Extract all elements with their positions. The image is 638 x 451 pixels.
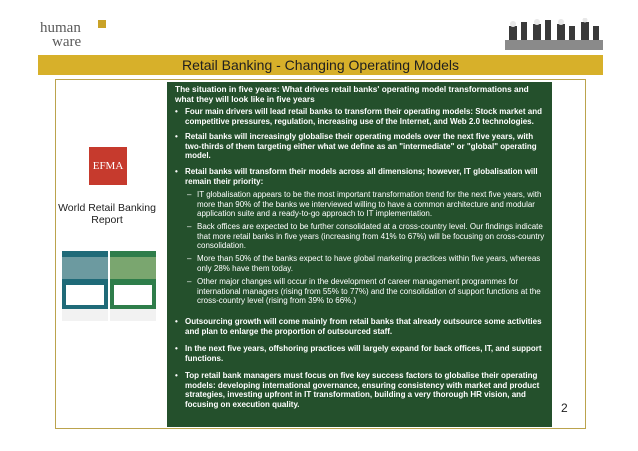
list-item: • Outsourcing growth will come mainly from retail banks that already outsource some activities and plan to enlarge the proportion of outsourced staff. — [175, 317, 542, 336]
bullet-icon: • — [175, 317, 178, 326]
chess-pieces-image — [505, 18, 603, 50]
dash-icon: – — [187, 222, 192, 231]
dash-icon: – — [187, 190, 192, 199]
list-item: • Four main drivers will lead retail banks to transform their operating models: Stock market and competitive pressures, regulation, increasing use of the Internet, and Web 2.0 technologies. — [175, 107, 542, 126]
sub-list-item: – More than 50% of the banks expect to have global marketing practices within five years, whereas only 28% have them today. — [187, 254, 541, 273]
efma-logo: EFMA — [89, 147, 127, 185]
list-item: • In the next five years, offshoring practices will largely expand for back offices, IT, and support functions. — [175, 344, 542, 363]
list-item: • Retail banks will increasingly globalise their operating models over the next five years, with two-thirds of them targeting either what we define as an "intermediate" or "global" operating model. — [175, 132, 537, 161]
bullet-icon: • — [175, 107, 178, 116]
humanware-logo — [38, 18, 138, 50]
bullet-icon: • — [175, 344, 178, 353]
dash-icon: – — [187, 254, 192, 263]
page-number: 2 — [561, 401, 568, 415]
sub-list-item: – Other major changes will occur in the development of career management programmes for international managers (rising from 55% to 77%) and the consolidation of support functions at the cross-country level (rising from 39% to 66%.) — [187, 277, 541, 306]
report-label: World Retail Banking Report — [58, 202, 156, 226]
excerpt-heading: The situation in five years: What drives retail banks' operating model transformations and what they will look like in five years — [175, 84, 529, 104]
report-excerpt — [167, 82, 552, 427]
slide-title: Retail Banking - Changing Operating Models — [181, 57, 460, 73]
dash-icon: – — [187, 277, 192, 286]
list-item: • Retail banks will transform their models across all dimensions; however, IT globalisation will remain their priority: — [175, 167, 538, 186]
bullet-icon: • — [175, 132, 178, 141]
svg-text:ware: ware — [52, 34, 82, 50]
bullet-icon: • — [175, 371, 178, 380]
sub-list-item: – Back offices are expected to be further consolidated at a cross-country level. Our findings indicate that more retail banks in five years (increasing from 41% to 67%) will be focusing on cross-country consolidation. — [187, 222, 545, 251]
sub-list-item: – IT globalisation appears to be the most important transformation trend for the next five years, with more than 90% of the banks we interviewed willing to have a common architecture and modular application suite and a ready-to-go approach to IT implementation. — [187, 190, 542, 219]
report-covers-image — [62, 251, 156, 321]
list-item: • Top retail bank managers must focus on five key success factors to globalise their operating models: developing international governance, ensuring consistency with market and product strategies, investing upfront in IT transformation, building a very thorough HR vision, and focusing on execution quality. — [175, 371, 540, 410]
svg-text:human: human — [40, 20, 81, 36]
bullet-icon: • — [175, 167, 178, 176]
